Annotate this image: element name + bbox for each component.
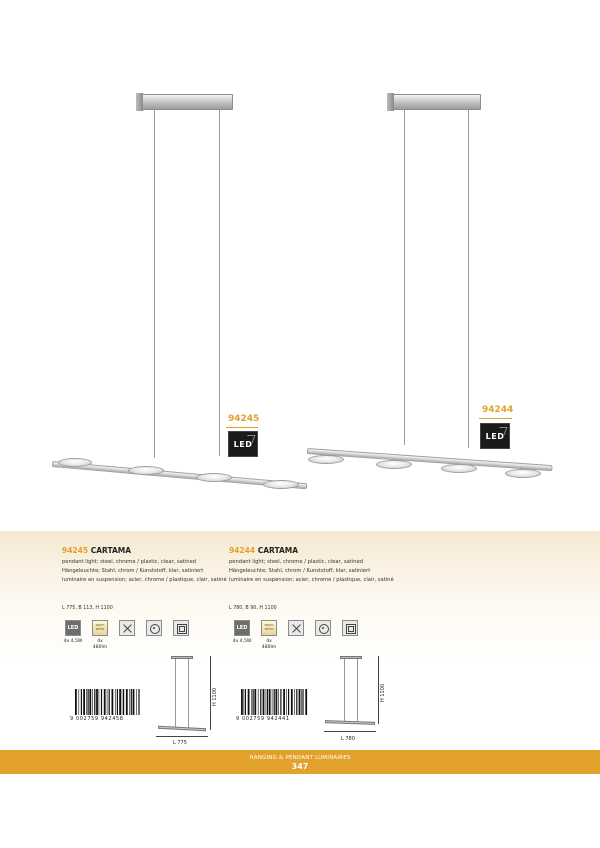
barcode-stripe <box>266 689 267 715</box>
product-name: CARTAMA <box>90 546 132 555</box>
footer-section-title: HANGING & PENDANT LUMINAIRES <box>249 755 351 761</box>
barcode-stripe <box>294 689 295 715</box>
barcode-stripe <box>301 689 302 715</box>
warm-white-icon: warm white <box>92 620 108 636</box>
dim-height-label: H 1100 <box>212 687 218 706</box>
barcode-stripe <box>107 689 108 715</box>
rotatable-icon <box>315 620 331 636</box>
barcode-stripe <box>260 689 261 715</box>
lumen-caption-value: 480lm <box>92 645 108 650</box>
desc-fr: luminaire en suspension; acier, chrome / plastique, clair, satiné <box>229 577 394 583</box>
barcode-stripe <box>101 689 102 715</box>
canopy-end-cap <box>387 93 394 111</box>
barcode <box>74 689 142 715</box>
desc-de: Hängeleuchte; Stahl, chrom / Kunststoff, klar, satiniert <box>229 568 371 574</box>
dim-length-line <box>156 736 208 737</box>
barcode-stripe <box>136 689 137 715</box>
barcode-stripe <box>133 689 135 715</box>
led-disc <box>58 458 92 467</box>
protection-class-icon <box>342 620 358 636</box>
barcode-stripe <box>126 689 128 715</box>
barcode-stripe <box>138 689 139 715</box>
barcode-stripe <box>81 689 82 715</box>
code-underline <box>226 427 258 428</box>
barcode-stripe <box>280 689 281 715</box>
led-badge: LED <box>228 431 258 457</box>
barcode-stripe <box>286 689 287 715</box>
product-title <box>229 546 298 555</box>
barcode-stripe <box>258 689 259 715</box>
catalog-footer <box>0 750 600 774</box>
warm-white-icon: warm white <box>261 620 277 636</box>
barcode-stripe <box>274 689 275 715</box>
dim-height-line <box>210 656 211 730</box>
product-code: 94245 <box>62 546 89 555</box>
desc-en: pendant light; steel, chrome / plastic, clear, satined <box>229 559 364 565</box>
barcode-stripe <box>263 689 265 715</box>
barcode-stripe <box>83 689 85 715</box>
led-disc <box>308 455 344 464</box>
barcode-stripe <box>86 689 87 715</box>
led-disc <box>505 469 541 478</box>
suspension-wire <box>154 110 155 458</box>
barcode-stripe <box>112 689 114 715</box>
dim-length-label: L 775 <box>173 740 187 746</box>
led-disc <box>441 464 477 473</box>
product-code-tag: 94244 <box>482 405 514 415</box>
not-dimmable-icon <box>288 620 304 636</box>
barcode-stripe <box>305 689 307 715</box>
led-icon: LED <box>65 620 81 636</box>
desc-en: pendant light; steel, chrome / plastic, clear, satined <box>62 559 197 565</box>
barcode-stripe <box>75 689 77 715</box>
ceiling-canopy <box>141 94 233 110</box>
drawing-wire <box>357 659 358 722</box>
suspension-wire <box>468 110 469 448</box>
barcode-number: 9 002759 942441 <box>236 716 290 722</box>
barcode-number: 9 002759 942458 <box>70 716 124 722</box>
product-code: 94244 <box>229 546 256 555</box>
desc-fr: luminaire en suspension; acier, chrome / plastique, clair, satiné <box>62 577 227 583</box>
ceiling-canopy <box>393 94 481 110</box>
barcode-stripe <box>302 689 303 715</box>
product-name: CARTAMA <box>257 546 299 555</box>
barcode-stripe <box>79 689 80 715</box>
barcode-stripe <box>276 689 278 715</box>
led-icon: LED <box>234 620 250 636</box>
not-dimmable-icon <box>119 620 135 636</box>
barcode-stripe <box>96 689 98 715</box>
led-disc <box>263 480 299 489</box>
led-disc <box>196 473 232 482</box>
barcode-stripe <box>131 689 132 715</box>
barcode-stripe <box>109 689 110 715</box>
led-badge: LED <box>480 423 510 449</box>
page-number: 347 <box>291 762 309 771</box>
barcode-stripe <box>89 689 91 715</box>
barcode-stripe <box>296 689 297 715</box>
barcode-stripe <box>99 689 100 715</box>
barcode-stripe <box>245 689 246 715</box>
led-caption: 4x 4,5W <box>63 639 83 644</box>
suspension-wire <box>219 110 220 456</box>
dim-height-label: H 1100 <box>380 683 386 702</box>
barcode-stripe <box>119 689 121 715</box>
barcode-stripe <box>272 689 273 715</box>
rotatable-icon <box>146 620 162 636</box>
desc-de: Hängeleuchte; Stahl, chrom / Kunststoff, klar, satiniert <box>62 568 204 574</box>
barcode-stripe <box>299 689 301 715</box>
led-disc <box>128 466 164 475</box>
barcode-stripe <box>267 689 268 715</box>
dimensions: L 780, B 90, H 1100 <box>229 606 277 611</box>
barcode-stripe <box>117 689 118 715</box>
lumen-caption-value: 480lm <box>261 645 277 650</box>
drawing-wire <box>175 659 176 727</box>
barcode-stripe <box>115 689 116 715</box>
barcode-stripe <box>291 689 293 715</box>
led-disc <box>376 460 412 469</box>
canopy-end-cap <box>136 93 143 111</box>
drawing-wire <box>344 659 345 721</box>
product-code-tag: 94245 <box>228 414 260 424</box>
barcode-stripe <box>122 689 123 715</box>
barcode-stripe <box>104 689 106 715</box>
code-underline <box>479 418 512 419</box>
barcode-stripe <box>269 689 271 715</box>
barcode-stripe <box>94 689 95 715</box>
barcode-stripe <box>241 689 243 715</box>
product-title <box>62 546 131 555</box>
barcode-stripe <box>283 689 285 715</box>
barcode-stripe <box>248 689 250 715</box>
barcode-stripe <box>254 689 256 715</box>
lumen-caption-count: 4x <box>266 639 272 644</box>
led-caption: 4x 4,5W <box>232 639 252 644</box>
lumen-caption-count: 4x <box>97 639 103 644</box>
barcode-stripe <box>129 689 130 715</box>
dim-length-line <box>324 731 376 732</box>
dim-height-line <box>378 656 379 724</box>
barcode-stripe <box>278 689 279 715</box>
suspension-wire <box>404 110 405 445</box>
barcode-stripe <box>253 689 254 715</box>
barcode-stripe <box>251 689 252 715</box>
barcode-stripe <box>88 689 89 715</box>
barcode-stripe <box>92 689 93 715</box>
barcode-stripe <box>123 689 124 715</box>
dimensions: L 775, B 113, H 1100 <box>62 606 113 611</box>
protection-class-icon <box>173 620 189 636</box>
barcode-stripe <box>288 689 289 715</box>
dim-length-label: L 780 <box>341 736 355 742</box>
barcode <box>240 689 308 715</box>
drawing-wire <box>188 659 189 728</box>
barcode-stripe <box>244 689 245 715</box>
